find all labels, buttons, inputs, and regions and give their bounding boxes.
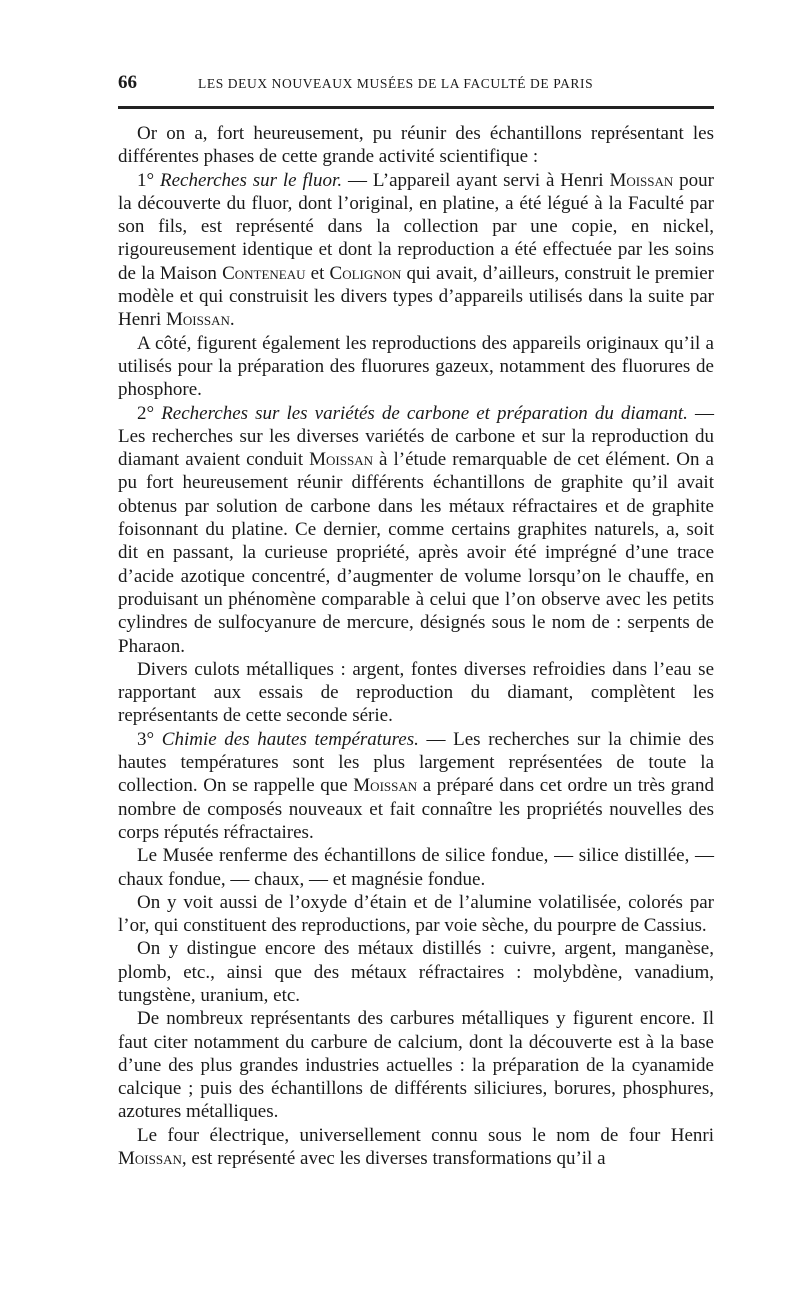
paragraph-culots: Divers culots métalliques : argent, fontes diverses refroidies dans l’eau se rapportant aux essais de reproduction du diamant, complètent les représentants de cette seconde série. xyxy=(118,658,714,727)
person-name: Moissan xyxy=(353,775,418,797)
section-title: Recherches sur les variétés de carbone et préparation du diamant. xyxy=(161,402,688,424)
header-rule xyxy=(118,106,714,109)
section-number: 2° xyxy=(137,402,155,424)
paragraph-four: Le four électrique, universellement connu sous le nom de four Henri Moissan, est représenté avec les diverses transformations qu’il a xyxy=(118,1124,714,1170)
paragraph-oxyde: On y voit aussi de l’oxyde d’étain et de l’alumine volatilisée, colorés par l’or, qui constituent des reproductions, par voie sèche, du pourpre de Cassius. xyxy=(118,891,714,937)
section-number: 3° xyxy=(137,728,155,750)
paragraph-carbures: De nombreux représentants des carbures métalliques y figurent encore. Il faut citer notamment du carbure de calcium, dont la découverte est à la base d’une des plus grandes industries actuelles : la préparation de la cyanamide calcique ; puis des échantillons de différents siliciures, borures, phosphures, azotures métalliques. xyxy=(118,1008,714,1123)
person-name: Moissan xyxy=(166,309,230,331)
page-header xyxy=(118,72,714,96)
paragraph-intro: Or on a, fort heureusement, pu réunir des échantillons représentant les différentes phases de cette grande activité scientifique : xyxy=(118,123,714,168)
page-number: 66 xyxy=(118,72,137,93)
running-head: LES DEUX NOUVEAUX MUSÉES DE LA FACULTÉ DE PARIS xyxy=(198,76,594,91)
section-title: Recherches sur le fluor. xyxy=(160,169,343,191)
paragraph-carbone: 2° Recherches sur les variétés de carbone et préparation du diamant. — Les recherches sur les diverses variétés de carbone et sur la reproduction du diamant avaient conduit Moissan à l’étude remarquable de cet élément. On a pu fort heureusement réunir différents échantillons de graphite qu’il avait obtenus par solution de carbone dans les métaux réfractaires et de graphite foisonnant du platine. Ce dernier, comme certains graphites naturels, a, soit dit en passant, la curieuse propriété, après avoir été imprégné d’une trace d’acide azotique concentré, d’augmenter de volume lorsqu’on le chauffe, en produisant un phénomène comparable à celui que l’on observe avec les petits cylindres de sulfocyanure de mercure, désignés sous le nom de : serpents de Pharaon. xyxy=(118,402,715,657)
paragraph-silice: Le Musée renferme des échantillons de silice fondue, — silice distillée, — chaux fondue, — chaux, — et magnésie fondue. xyxy=(118,845,714,890)
paragraph-fluorures: A côté, figurent également les reproductions des appareils originaux qu’il a utilisés pour la préparation des fluorures gazeux, notamment des fluorures de phosphore. xyxy=(118,332,714,401)
person-name: Colignon xyxy=(329,262,402,284)
section-number: 1° xyxy=(137,169,155,191)
person-name: Moissan xyxy=(609,169,674,191)
paragraph-fluor: 1° Recherches sur le fluor. — L’appareil ayant servi à Henri Moissan pour la découverte du fluor, dont l’original, en platine, a été légué à la Faculté par son fils, est représenté dans la collection par une copie, en nickel, rigoureusement identique et dont la reproduction a été effectuée par les soins de la Maison Conteneau et Colignon qui avait, d’ailleurs, construit le premier modèle et qui construisit les divers types d’appareils utilisés dans la suite par Henri Moissan. xyxy=(118,169,715,331)
paragraph-metaux: On y distingue encore des métaux distillés : cuivre, argent, manganèse, plomb, etc., ainsi que des métaux réfractaires : molybdène, vanadium, tungstène, uranium, etc. xyxy=(118,938,714,1006)
person-name: Conteneau xyxy=(222,262,306,284)
paragraph-chimie: 3° Chimie des hautes températures. — Les recherches sur la chimie des hautes températures sont les plus largement représentées de toute la collection. On se rappelle que Moissan a préparé dans cet ordre un très grand nombre de composés nouveaux et fait connaître les propriétés nouvelles des corps réputés réfractaires. xyxy=(118,728,714,843)
person-name: Moissan xyxy=(309,449,373,471)
page-body xyxy=(118,122,714,1170)
person-name: Moissan xyxy=(118,1148,182,1170)
section-title: Chimie des hautes températures. xyxy=(161,728,419,750)
